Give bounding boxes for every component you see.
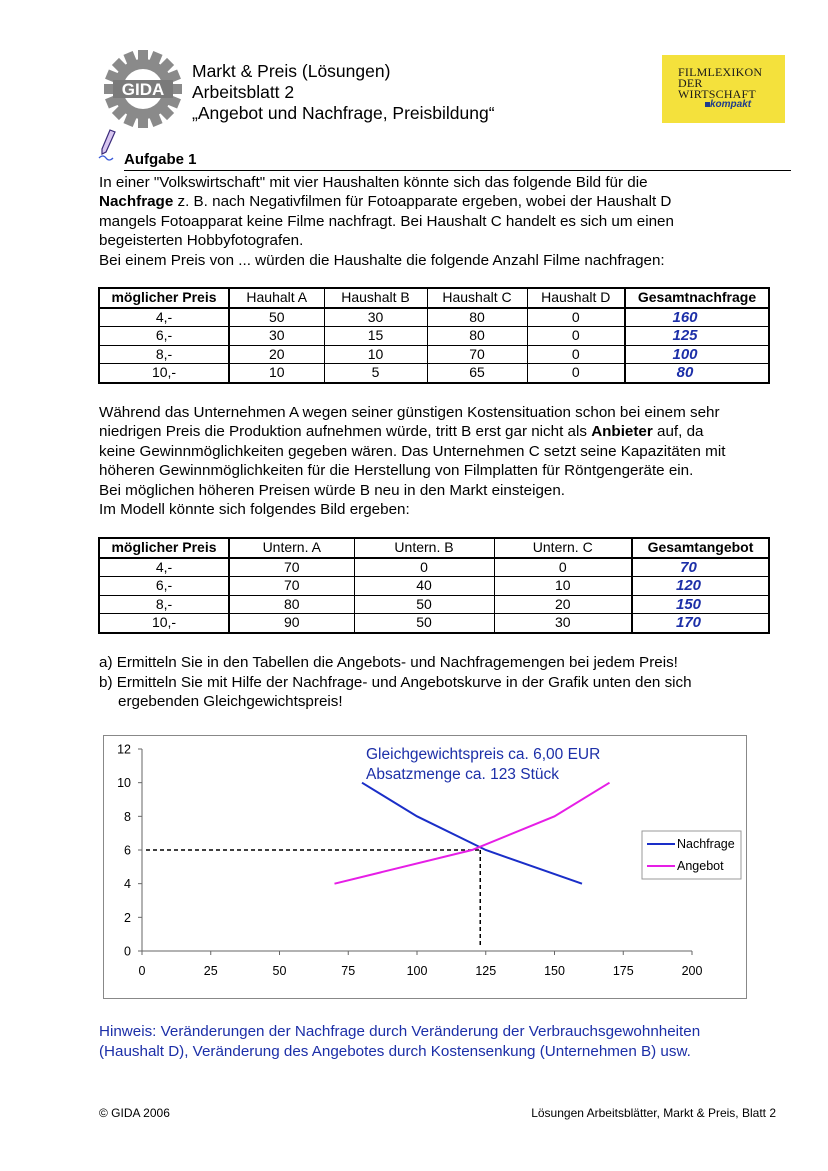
supply-line: Im Modell könnte sich folgendes Bild ergeben: — [99, 501, 410, 519]
x-tick-label: 75 — [341, 964, 356, 978]
y-tick-label: 6 — [124, 843, 131, 858]
supply-line: Während das Unternehmen A wegen seiner günstigen Kostensituation schon bei einem sehr — [99, 404, 720, 421]
column-header: Hauhalt A — [229, 288, 324, 308]
supply-bold-word: Anbieter — [591, 423, 653, 441]
table-cell: 0 — [527, 364, 625, 383]
table-cell: 30 — [324, 308, 427, 327]
column-header: Haushalt B — [324, 288, 427, 308]
table-cell: 40 — [354, 577, 494, 596]
title-line-2: Arbeitsblatt 2 — [192, 82, 295, 102]
sum-cell — [632, 595, 769, 614]
y-tick-label: 0 — [124, 944, 131, 959]
table-row — [99, 345, 769, 364]
column-header: Untern. C — [494, 538, 632, 558]
sum-value: 120 — [675, 577, 702, 595]
legend-label: Angebot — [677, 859, 724, 873]
supply-demand-chart — [103, 735, 747, 999]
table-cell: 8,- — [99, 595, 229, 614]
x-tick-label: 100 — [406, 964, 428, 978]
table-cell: 70 — [427, 345, 527, 364]
chart-annotation: Absatzmenge ca. 123 Stück — [366, 766, 560, 783]
table-cell: 10 — [324, 345, 427, 364]
column-header: Gesamtnachfrage — [625, 288, 769, 308]
table-cell: 65 — [427, 364, 527, 383]
table-cell: 50 — [229, 308, 324, 327]
supply-table — [98, 537, 770, 634]
question-b-continued: ergebenden Gleichgewichtspreis! — [118, 693, 343, 710]
table-cell: 4,- — [99, 558, 229, 577]
sum-value: 80 — [676, 364, 694, 382]
supply-line-text: niedrigen Preis die Produktion aufnehmen würde, tritt B erst gar nicht als — [99, 423, 587, 441]
sum-cell — [625, 308, 769, 327]
y-tick-label: 12 — [117, 742, 131, 757]
sum-value: 70 — [680, 558, 697, 576]
pencil-icon — [96, 128, 122, 164]
x-tick-label: 150 — [544, 964, 565, 978]
table-cell: 0 — [494, 558, 632, 577]
intro-line: mangels Fotoapparat keine Filme nachfragt. Bei Haushalt C handelt es sich um einen — [99, 212, 674, 230]
sum-cell — [625, 327, 769, 346]
supply-line: keine Gewinnmöglichkeiten gegeben wären. Das Unternehmen C setzt seine Kapazitäten mit — [99, 442, 726, 460]
hint-line: Hinweis: Veränderungen der Nachfrage durch Veränderung der Verbrauchsgewohnheiten — [99, 1023, 701, 1040]
table-cell: 70 — [229, 577, 354, 596]
demand-table — [98, 287, 770, 384]
y-tick-label: 10 — [117, 776, 131, 791]
table-header-row — [99, 288, 769, 308]
intro-line-text: z. B. nach Negativfilmen für Fotoapparate ergeben, wobei der Haushalt D — [177, 193, 672, 211]
intro-line: In einer "Volkswirtschaft" mit vier Haushalten könnte sich das folgende Bild für die — [99, 174, 648, 191]
y-tick-label: 8 — [124, 809, 131, 824]
filmlexikon-badge — [662, 55, 785, 123]
heading-rule — [124, 170, 791, 171]
intro-line: Bei einem Preis von ... würden die Haushalte die folgende Anzahl Filme nachfragen: — [99, 251, 665, 269]
table-cell: 10 — [229, 364, 324, 383]
question-a: a) Ermitteln Sie in den Tabellen die Angebots- und Nachfragemengen bei jedem Preis! — [99, 654, 678, 671]
footer-left: © GIDA 2006 — [99, 1106, 170, 1120]
logo-text: GIDA — [121, 80, 165, 99]
title-line-1: Markt & Preis (Lösungen) — [192, 61, 391, 81]
y-tick-label: 2 — [124, 910, 131, 925]
intro-bold-word: Nachfrage — [99, 193, 174, 211]
legend-label: Nachfrage — [677, 837, 735, 851]
table-row — [99, 614, 769, 633]
column-header: Gesamtangebot — [632, 538, 769, 558]
table-cell: 10,- — [99, 364, 229, 383]
x-tick-label: 25 — [203, 964, 218, 978]
sum-value: 150 — [675, 595, 702, 613]
table-cell: 10,- — [99, 614, 229, 633]
supply-line: höheren Gewinnmöglichkeiten für die Herstellung von Filmplatten für Röntgengeräte ein. — [99, 462, 694, 480]
supply-line: Bei möglichen höheren Preisen würde B neu in den Markt einsteigen. — [99, 481, 566, 499]
x-tick-label: 200 — [681, 964, 703, 978]
table-cell: 50 — [354, 595, 494, 614]
table-cell: 6,- — [99, 327, 229, 346]
table-cell: 80 — [427, 308, 527, 327]
badge-line-2: DER — [678, 76, 703, 90]
table-cell: 90 — [229, 614, 354, 633]
table-cell: 4,- — [99, 308, 229, 327]
task-heading: Aufgabe 1 — [124, 151, 197, 168]
x-tick-label: 125 — [475, 964, 497, 978]
question-b: b) Ermitteln Sie mit Hilfe der Nachfrage- und Angebotskurve in der Grafik unten den sich — [99, 673, 692, 691]
sum-cell — [632, 614, 769, 633]
table-cell: 80 — [427, 327, 527, 346]
series-line-angebot — [335, 783, 610, 884]
intro-line: begeisterten Hobbyfotografen. — [99, 232, 304, 250]
badge-line-1: FILMLEXIKON — [678, 65, 763, 79]
badge-line-3: WIRTSCHAFT — [678, 87, 756, 101]
sum-value: 170 — [675, 614, 702, 632]
header-title — [192, 61, 495, 124]
table-cell: 50 — [354, 614, 494, 633]
table-row — [99, 308, 769, 327]
table-cell: 8,- — [99, 345, 229, 364]
table-cell: 6,- — [99, 577, 229, 596]
supply-line — [99, 422, 799, 441]
footer-right: Lösungen Arbeitsblätter, Markt & Preis, Blatt 2 — [531, 1106, 776, 1120]
table-cell: 0 — [354, 558, 494, 577]
questions — [99, 653, 692, 712]
column-header: Untern. B — [354, 538, 494, 558]
intro-paragraph — [99, 173, 799, 270]
table-row — [99, 327, 769, 346]
table-row — [99, 577, 769, 596]
table-cell: 10 — [494, 577, 632, 596]
table-cell: 20 — [229, 345, 324, 364]
table-cell: 0 — [527, 345, 625, 364]
column-header: möglicher Preis — [99, 538, 229, 558]
x-tick-label: 50 — [272, 964, 287, 978]
sum-cell — [625, 345, 769, 364]
x-tick-label: 175 — [612, 964, 634, 978]
column-header: Haushalt D — [527, 288, 625, 308]
supply-paragraph — [99, 403, 799, 519]
table-cell: 70 — [229, 558, 354, 577]
table-cell: 30 — [229, 327, 324, 346]
sum-value: 100 — [672, 345, 698, 363]
table-row — [99, 558, 769, 577]
table-cell: 0 — [527, 308, 625, 327]
sum-value: 160 — [672, 308, 698, 326]
table-header-row — [99, 538, 769, 558]
sum-value: 125 — [672, 327, 698, 345]
title-line-3: „Angebot und Nachfrage, Preisbildung“ — [192, 103, 495, 123]
column-header: Untern. A — [229, 538, 354, 558]
y-tick-label: 4 — [124, 877, 131, 892]
badge-line-4: kompakt — [710, 99, 752, 110]
column-header: möglicher Preis — [99, 288, 229, 308]
hint-line: (Haushalt D), Veränderung des Angebotes durch Kostensenkung (Unternehmen B) usw. — [99, 1043, 691, 1060]
x-tick-label: 0 — [138, 964, 146, 978]
chart-annotation: Gleichgewichtspreis ca. 6,00 EUR — [366, 746, 601, 763]
table-row — [99, 595, 769, 614]
supply-line-text: auf, da — [657, 423, 704, 441]
sum-cell — [632, 558, 769, 577]
column-header: Haushalt C — [427, 288, 527, 308]
hint — [99, 1022, 799, 1062]
table-cell: 20 — [494, 595, 632, 614]
gida-logo — [104, 50, 182, 128]
table-cell: 80 — [229, 595, 354, 614]
table-cell: 15 — [324, 327, 427, 346]
table-cell: 30 — [494, 614, 632, 633]
table-cell: 5 — [324, 364, 427, 383]
table-row — [99, 364, 769, 383]
sum-cell — [632, 577, 769, 596]
intro-line — [99, 192, 799, 211]
sum-cell — [625, 364, 769, 383]
table-cell: 0 — [527, 327, 625, 346]
